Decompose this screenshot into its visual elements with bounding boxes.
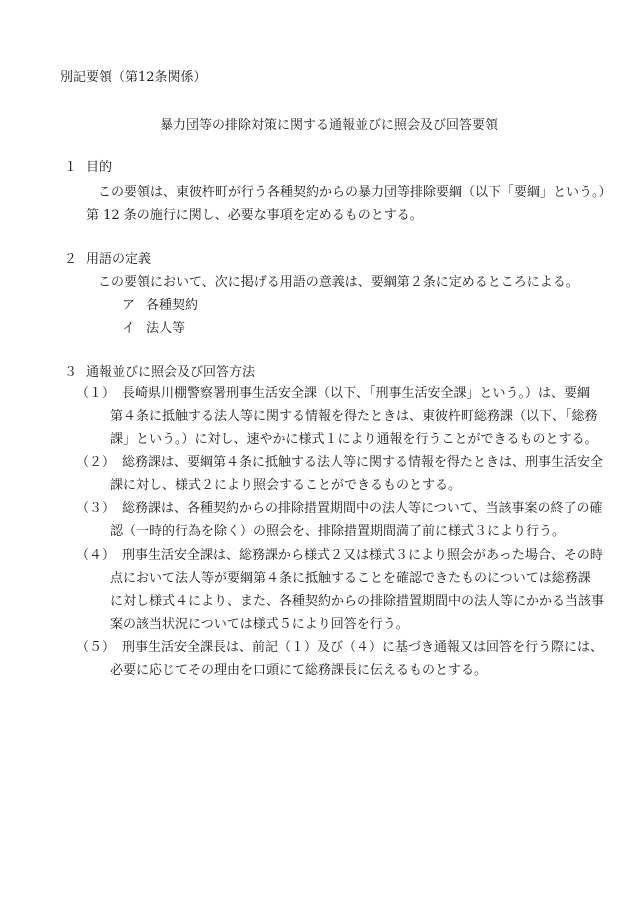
item-line: 課に対し、様式２により照会することができるものとする。	[110, 478, 462, 493]
term-mark: イ	[122, 321, 136, 336]
item-line: 第４条に抵触する法人等に関する情報を得たときは、東彼杵町総務課（以下、「総務	[110, 409, 598, 424]
section-heading: 目的	[86, 160, 113, 175]
section-number: １	[64, 160, 78, 175]
item-line: 総務課は、要綱第４条に抵触する法人等に関する情報を得たときは、刑事生活安全	[122, 455, 604, 470]
item-mark: （２）	[76, 455, 116, 470]
term-text: 各種契約	[146, 298, 199, 313]
item-line: 課」という。）に対し、速やかに様式１により通報を行うことができるものとする。	[110, 432, 598, 447]
item-mark: （１）	[76, 386, 116, 401]
item-mark: （５）	[76, 640, 116, 655]
paragraph-line: 第 12 条の施行に関し、必要な事項を定めるものとする。	[86, 208, 423, 223]
term-text: 法人等	[146, 321, 186, 336]
section-heading: 用語の定義	[86, 252, 152, 267]
item-line: に対し様式４により、また、各種契約からの排除措置期間中の法人等にかかる当該事	[110, 594, 605, 609]
paragraph-line: この要領は、東彼杵町が行う各種契約からの暴力団等排除要綱（以下「要綱」という。）	[98, 185, 612, 200]
item-line: 認（一時的行為を除く）の照会を、排除措置期間満了前に様式３により行う。	[110, 524, 566, 539]
term-mark: ア	[122, 298, 136, 313]
item-mark: （３）	[76, 501, 116, 516]
document-header: 別記要領（第12条関係）	[60, 70, 207, 85]
document-title: 暴力団等の排除対策に関する通報並びに照会及び回答要領	[160, 118, 499, 133]
item-line: 点において法人等が要綱第４条に抵触することを確認できたものについては総務課	[110, 571, 591, 586]
item-line: 必要に応じてその理由を口頭にて総務課長に伝えるものとする。	[110, 663, 488, 678]
item-line: 案の該当状況については様式５により回答を行う。	[110, 617, 409, 632]
item-line: 刑事生活安全課は、総務課から様式２又は様式３により照会があった場合、その時	[122, 548, 603, 563]
section-number: ３	[64, 365, 78, 380]
section-heading: 通報並びに照会及び回答方法	[86, 365, 256, 380]
paragraph-line: この要領において、次に掲げる用語の意義は、要綱第２条に定めるところによる。	[98, 275, 579, 290]
item-line: 長崎県川棚警察署刑事生活安全課（以下、「刑事生活安全課」という。）は、要綱	[122, 386, 591, 401]
item-line: 刑事生活安全課長は、前記（１）及び（４）に基づき通報又は回答を行う際には、	[122, 640, 604, 655]
item-mark: （４）	[76, 548, 116, 563]
item-line: 総務課は、各種契約からの排除措置期間中の法人等について、当該事案の終了の確	[122, 501, 603, 516]
section-number: ２	[64, 252, 78, 267]
